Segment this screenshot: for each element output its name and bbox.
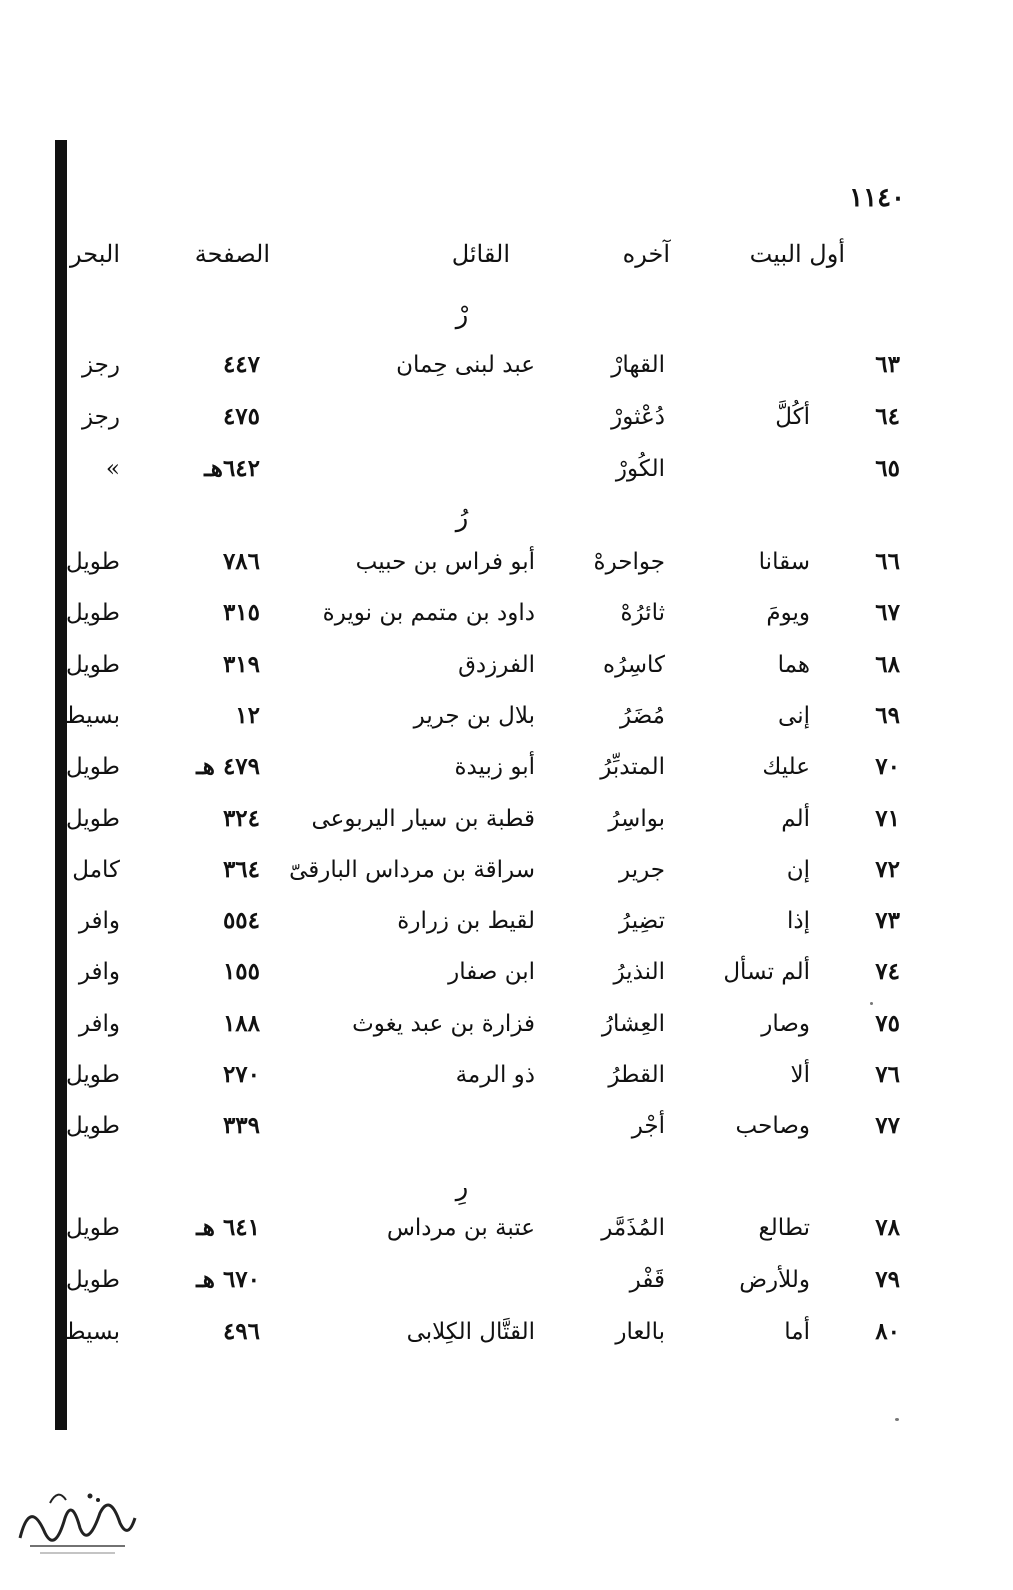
verse-last-word: قَفْر	[629, 1267, 665, 1293]
verse-first-word: وصاحب	[735, 1113, 810, 1140]
verse-number: ٧٩	[875, 1266, 900, 1293]
verse-number: ٦٨	[875, 650, 900, 678]
meter-name: وافر	[78, 959, 120, 986]
meter-name: طويل	[65, 1215, 120, 1241]
table-row	[0, 345, 1013, 395]
poet-name: الفرزدق	[458, 651, 535, 678]
meter-name: وافر	[78, 1010, 120, 1037]
rhyme-letter-heading: رِ	[455, 1172, 469, 1202]
verse-number: ٦٧	[875, 599, 900, 627]
page-number: ١١٤٠	[849, 183, 905, 213]
page-ref: ٤٩٦	[222, 1318, 260, 1345]
verse-last-word: دُعْثورْ	[611, 404, 665, 430]
verse-first-word: وصار	[761, 1010, 810, 1037]
page-ref: ٥٥٤	[222, 907, 260, 935]
verse-number: ٧١	[875, 804, 900, 832]
verse-last-word: المتدبِّرُ	[600, 754, 665, 781]
speck	[870, 1002, 873, 1005]
table-row	[0, 901, 1013, 951]
verse-number: ٦٩	[875, 701, 900, 729]
table-row	[0, 1260, 1013, 1310]
verse-last-word: العِشارُ	[601, 1010, 665, 1037]
page-ref: ٣٣٩	[222, 1112, 260, 1140]
page-ref: ٧٨٦	[222, 548, 260, 575]
verse-number: ٧٤	[875, 958, 900, 986]
verse-first-word: ألا	[790, 1062, 810, 1088]
verse-first-word: عليك	[762, 754, 810, 781]
meter-name: طويل	[65, 651, 120, 678]
verse-number: ٦٥	[875, 455, 900, 482]
table-row	[0, 449, 1013, 499]
poet-name: بلال بن جرير	[413, 702, 535, 729]
verse-last-word: مُضَرُ	[620, 702, 665, 729]
verse-last-word: المُذَمَّر	[601, 1215, 665, 1241]
table-row	[0, 397, 1013, 447]
meter-name: طويل	[65, 549, 120, 575]
verse-number: ٦٦	[875, 548, 900, 575]
page-ref: ٤٧٩ هـ	[196, 753, 260, 781]
poet-name: سراقة بن مرداس البارقىّ	[289, 856, 535, 883]
table-row	[0, 1312, 1013, 1362]
verse-last-word: تضِيرُ	[619, 908, 665, 935]
meter-name: وافر	[78, 908, 120, 935]
page-ref: ٣١٥	[222, 599, 260, 627]
verse-last-word: كاسِرُه	[603, 651, 665, 678]
verse-last-word: جواحرهْ	[593, 549, 665, 575]
page-ref: ٣٢٤	[222, 804, 260, 832]
meter-name: طويل	[65, 754, 120, 781]
verse-first-word: أما	[784, 1319, 810, 1345]
header-meter: البحر	[70, 240, 120, 268]
table-row	[0, 1106, 1013, 1156]
page-ref: ١٥٥	[222, 958, 260, 986]
verse-first-word: ألم تسأل	[723, 959, 810, 986]
page-ref: ١٢	[235, 701, 260, 729]
verse-last-word: ثائرُهْ	[620, 600, 665, 627]
verse-last-word: الكُورْ	[615, 456, 665, 482]
poet-name: عتبة بن مرداس	[386, 1215, 535, 1241]
meter-name: رجز	[81, 352, 120, 378]
meter-name: طويل	[65, 805, 120, 832]
verse-first-word: ويومَ	[766, 600, 810, 627]
table-row	[0, 850, 1013, 900]
verse-number: ٦٤	[875, 403, 900, 430]
table-row	[0, 1208, 1013, 1258]
poet-name: فزارة بن عبد يغوث	[352, 1010, 535, 1037]
verse-last-word: جرير	[619, 856, 665, 883]
poet-name: أبو فراس بن حبيب	[355, 549, 535, 575]
verse-number: ٨٠	[875, 1318, 900, 1345]
poet-name: لقيط بن زرارة	[397, 908, 535, 935]
page-ref: ٦٤١ هـ	[196, 1214, 260, 1241]
verse-number: ٦٣	[875, 351, 900, 378]
page-ref: ٤٤٧	[222, 351, 260, 378]
table-row	[0, 593, 1013, 643]
poet-name: داود بن متمم بن نويرة	[322, 600, 535, 627]
verse-first-word: سقانا	[758, 549, 810, 575]
rhyme-letter-heading: رْ	[455, 300, 469, 330]
verse-number: ٧٧	[875, 1112, 900, 1140]
meter-name: بسيط	[64, 1319, 120, 1345]
verse-number: ٧٠	[875, 753, 900, 781]
page-ref: ٦٧٠ هـ	[196, 1266, 260, 1293]
poet-name: أبو زبيدة	[454, 754, 535, 781]
verse-last-word: النذيرُ	[613, 959, 665, 986]
verse-number: ٧٦	[875, 1061, 900, 1088]
verse-first-word: ألم	[781, 805, 810, 832]
verse-first-word: إنى	[778, 702, 810, 729]
poet-name: قطبة بن سيار اليربوعى	[311, 805, 535, 832]
meter-name: طويل	[65, 600, 120, 627]
table-row	[0, 747, 1013, 797]
meter-name: رجز	[81, 404, 120, 430]
page-ref: ٢٧٠	[222, 1061, 260, 1088]
meter-name: طويل	[65, 1062, 120, 1088]
page-ref: ٣٦٤	[222, 855, 260, 883]
verse-number: ٧٣	[875, 907, 900, 935]
page-ref: ٦٤٢هـ	[204, 455, 260, 482]
poet-name: ابن صفار	[448, 959, 535, 986]
table-row	[0, 1055, 1013, 1105]
page-ref: ١٨٨	[222, 1009, 260, 1037]
verse-last-word: أجْر	[631, 1113, 665, 1140]
header-page: الصفحة	[194, 240, 270, 268]
verse-first-word: تطالع	[758, 1215, 810, 1241]
rhyme-letter-heading: رُ	[455, 503, 469, 533]
table-row	[0, 952, 1013, 1002]
verse-last-word: بالعار	[615, 1319, 665, 1345]
verse-first-word: إذا	[786, 908, 810, 935]
verse-number: ٧٥	[875, 1009, 900, 1037]
verse-number: ٧٨	[875, 1214, 900, 1241]
header-poet: القائل	[451, 240, 510, 268]
page-ref: ٤٧٥	[222, 403, 260, 430]
verse-first-word: وللأرض	[739, 1267, 810, 1293]
poet-name: القتَّال الكِلابى	[406, 1319, 535, 1345]
meter-name: بسيط	[64, 702, 120, 729]
poet-name: عبد لبنى حِمان	[396, 352, 535, 378]
verse-last-word: القهارْ	[611, 352, 665, 378]
meter-name: »	[105, 456, 120, 482]
page-ref: ٣١٩	[222, 650, 260, 678]
header-last-word: آخره	[622, 240, 670, 268]
verse-first-word: إن	[786, 856, 810, 883]
meter-name: طويل	[65, 1113, 120, 1140]
meter-name: طويل	[65, 1267, 120, 1293]
verse-first-word: أكُلَّ	[775, 404, 810, 430]
publisher-logo	[10, 1478, 140, 1563]
table-row	[0, 799, 1013, 849]
header-first-verse: أول البيت	[749, 240, 845, 268]
table-row	[0, 1004, 1013, 1054]
table-row	[0, 542, 1013, 592]
verse-number: ٧٢	[875, 855, 900, 883]
table-row	[0, 696, 1013, 746]
speck	[895, 1418, 899, 1421]
verse-last-word: القطرُ	[608, 1062, 665, 1088]
verse-first-word: هما	[777, 651, 810, 678]
poet-name: ذو الرمة	[455, 1062, 535, 1088]
meter-name: كامل	[72, 856, 120, 883]
table-row	[0, 645, 1013, 695]
verse-last-word: بواسِرُ	[608, 805, 665, 832]
